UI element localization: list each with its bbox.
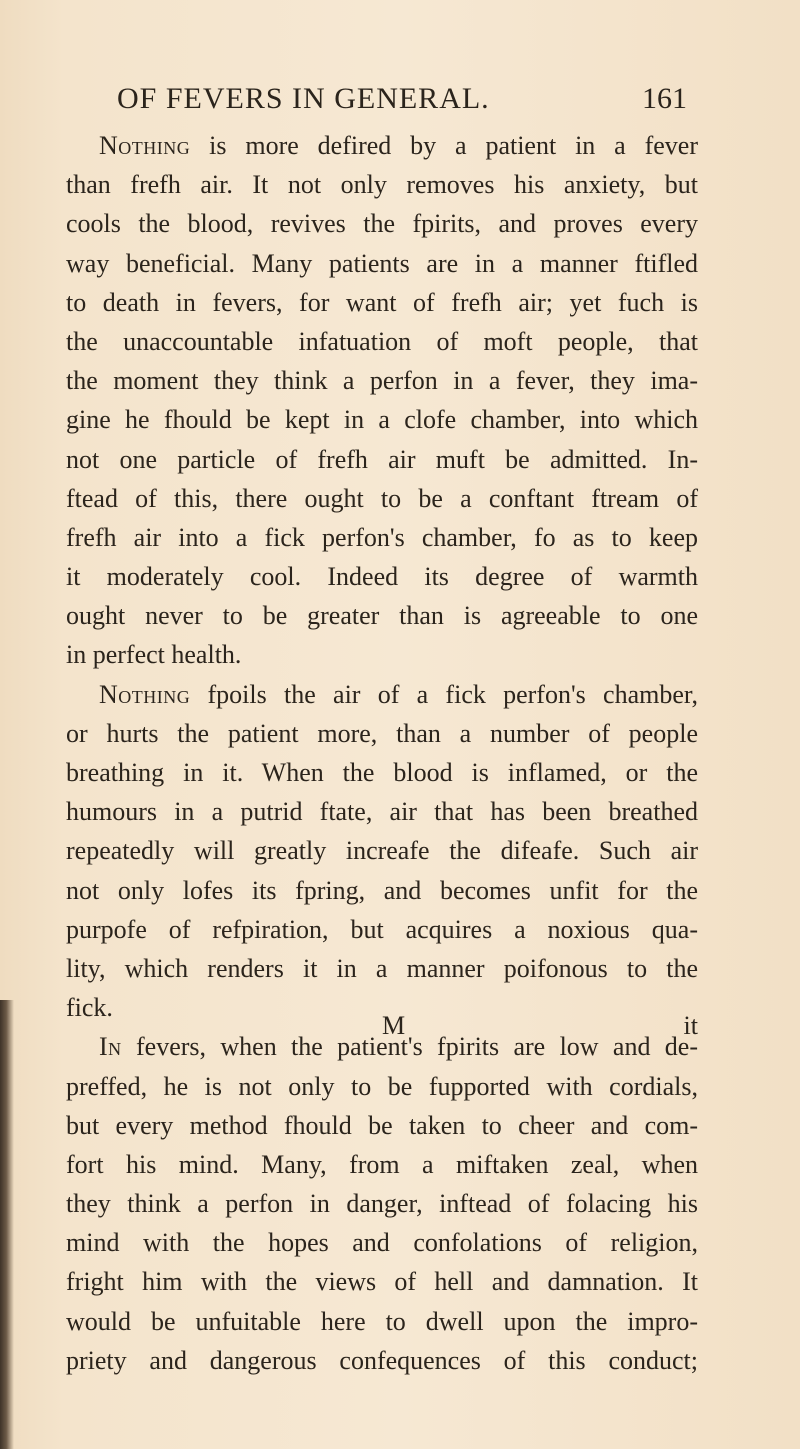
text-line: ftead of this, there ought to be a conftant ftream of: [66, 483, 698, 513]
body-text: [66, 126, 698, 1380]
text-line: not one particle of frefh air muft be admitted. In-: [66, 444, 698, 474]
text-line: or hurts the patient more, than a number of people: [66, 718, 698, 748]
text-line: fort his mind. Many, from a miftaken zeal, when: [66, 1149, 698, 1179]
text-line: it moderately cool. Indeed its degree of warmth: [66, 562, 698, 592]
text-line: the moment they think a perfon in a fever, they ima-: [66, 366, 698, 396]
line-text: is more defired by a patient in a fever: [190, 131, 698, 160]
page-footer: [66, 1011, 698, 1051]
text-line: humours in a putrid ftate, air that has been breathed: [66, 797, 698, 827]
paragraph-crowded-chamber: [66, 675, 698, 1028]
text-line: not only lofes its fpring, and becomes unfit for the: [66, 875, 698, 905]
text-line: fright him with the views of hell and damnation. It: [66, 1267, 698, 1297]
text-line: [66, 675, 698, 714]
line-text: fpoils the air of a fick perfon's chamber,: [190, 679, 698, 709]
text-line: to death in fevers, for want of frefh air; yet fuch is: [66, 287, 698, 317]
text-line: priety and dangerous confequences of this conduct;: [66, 1345, 698, 1375]
signature-mark: M: [382, 1011, 406, 1040]
text-line: but every method fhould be taken to cheer and com-: [66, 1110, 698, 1140]
text-line: the unaccountable infatuation of moft people, that: [66, 326, 698, 356]
line-text: fevers, when the patient's fpirits are low and de-: [121, 1032, 698, 1062]
paragraph-low-spirits: [66, 1027, 698, 1380]
binding-edge-shadow: [0, 1000, 14, 1449]
page-header: [117, 82, 687, 130]
text-line: gine he fhould be kept in a clofe chamber, into which: [66, 405, 698, 435]
text-line: lity, which renders it in a manner poifonous to the: [66, 953, 698, 983]
text-line: they think a perfon in danger, inftead of folacing his: [66, 1189, 698, 1219]
text-line: than frefh air. It not only removes his anxiety, but: [66, 170, 698, 200]
text-line: purpofe of refpiration, but acquires a noxious qua-: [66, 914, 698, 944]
text-line: [66, 126, 698, 165]
paragraph-fresh-air: [66, 126, 698, 675]
text-line: would be unfuitable here to dwell upon the impro-: [66, 1306, 698, 1336]
text-line: breathing in it. When the blood is inflamed, or the: [66, 758, 698, 787]
text-line: repeatedly will greatly increafe the difeafe. Such air: [66, 836, 698, 866]
text-line: frefh air into a fick perfon's chamber, fo as to keep: [66, 522, 698, 552]
paragraph-lead-word: Nothing: [99, 131, 191, 160]
text-line: preffed, he is not only to be fupported with cordials,: [66, 1071, 698, 1101]
catchword: it: [683, 1011, 698, 1040]
text-line: way beneficial. Many patients are in a manner ftifled: [66, 248, 698, 278]
text-line: mind with the hopes and confolations of religion,: [66, 1228, 698, 1258]
running-head: OF FEVERS IN GENERAL.: [117, 82, 490, 115]
text-line: ought never to be greater than is agreeable to one: [66, 601, 698, 631]
text-line: cools the blood, revives the fpirits, and proves every: [66, 209, 698, 239]
text-line: fick.: [66, 993, 113, 1023]
page-number: 161: [642, 82, 687, 115]
paragraph-lead-word: In: [99, 1032, 122, 1062]
paragraph-lead-word: Nothing: [99, 679, 191, 709]
text-line: in perfect health.: [66, 640, 242, 670]
